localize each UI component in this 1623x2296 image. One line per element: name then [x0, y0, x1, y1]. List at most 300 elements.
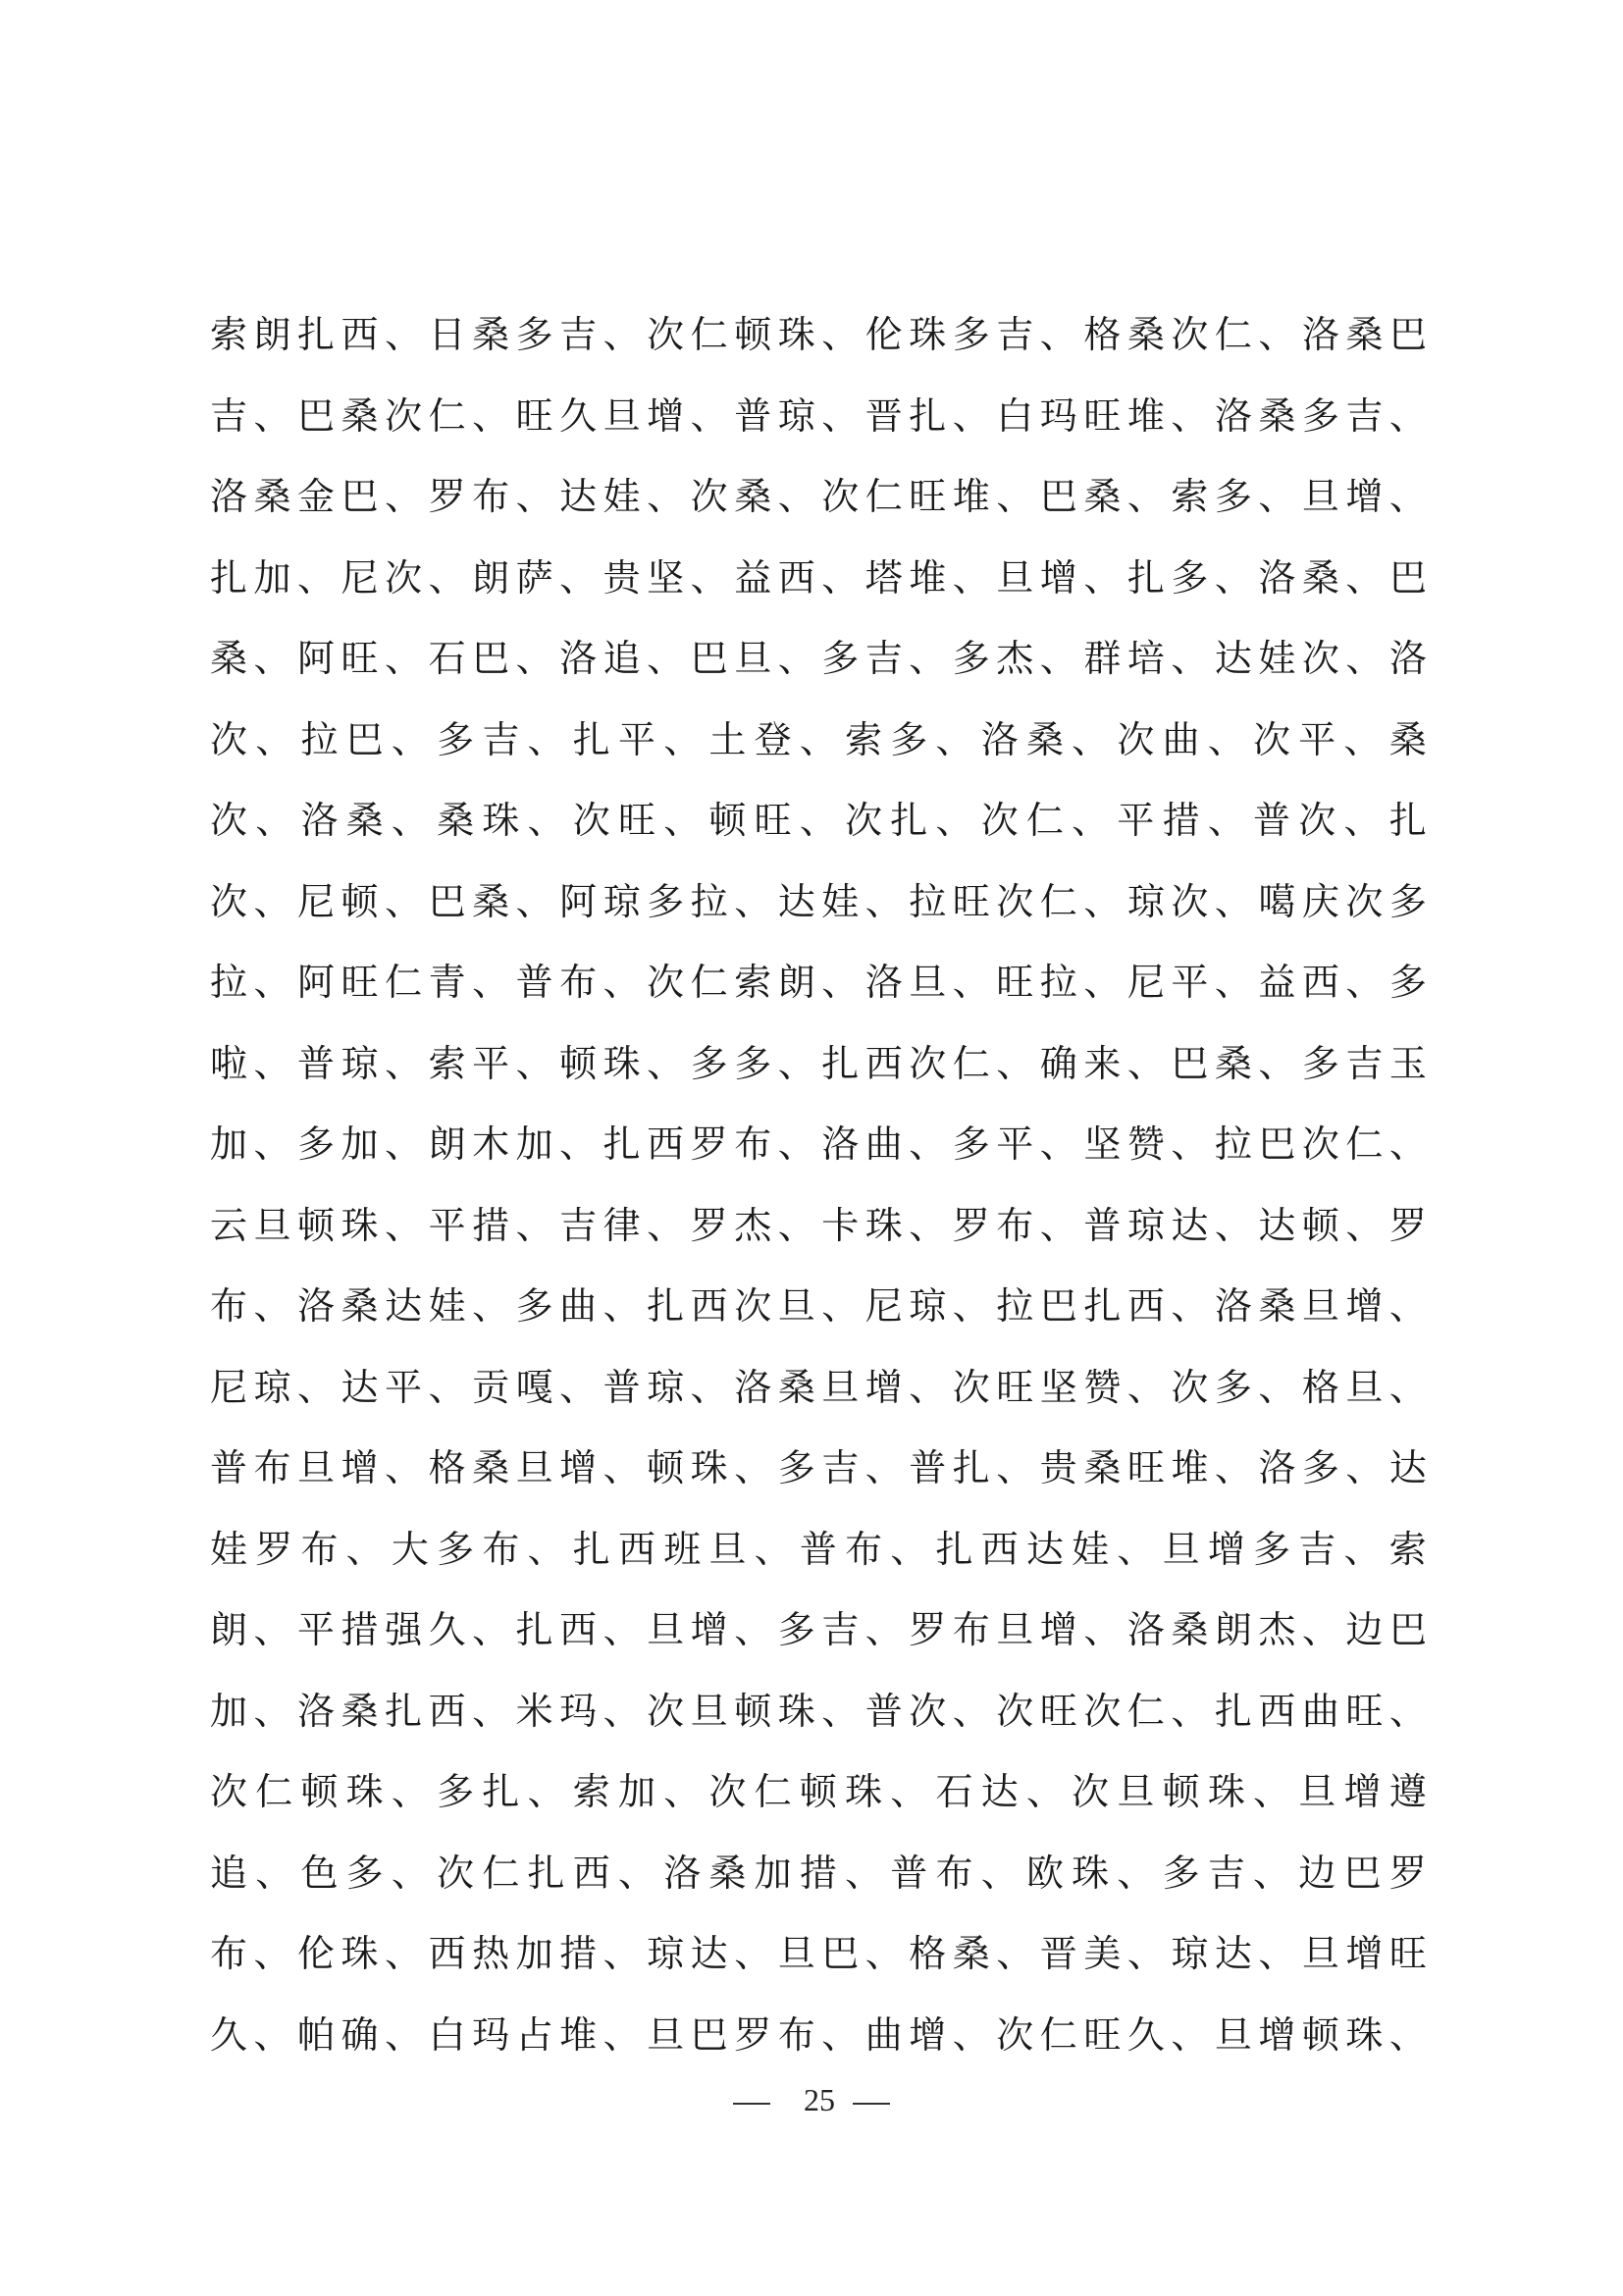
text-char: 日 — [428, 313, 466, 356]
text-char: 西 — [864, 1041, 903, 1085]
text-char: 坚 — [1083, 1122, 1122, 1166]
text-char: 平 — [472, 1041, 510, 1085]
text-char: 布 — [210, 1284, 248, 1328]
text-char: 珠 — [690, 1446, 728, 1489]
text-char: 洛 — [297, 1689, 336, 1733]
text-char: 洛 — [1258, 1446, 1296, 1489]
text-char: 、 — [1171, 1122, 1209, 1166]
text-char: 增 — [1345, 1932, 1384, 1975]
text-char: 次 — [845, 799, 883, 842]
text-char: 扎 — [602, 1122, 641, 1166]
text-char: 措 — [340, 1608, 379, 1651]
text-char: 旦 — [1301, 475, 1339, 518]
text-char: 措 — [559, 1932, 598, 1975]
text-char: 玉 — [1388, 1041, 1427, 1085]
text-char: 平 — [1298, 717, 1336, 761]
text-char: 青 — [428, 961, 466, 1004]
text-char: 桑 — [1171, 1608, 1209, 1651]
text-char: 、 — [472, 1284, 510, 1328]
text-char: 仁 — [1126, 1689, 1165, 1733]
text-char: 索 — [210, 313, 248, 356]
text-char: 扎 — [482, 1770, 520, 1813]
text-char: 、 — [1345, 961, 1384, 1004]
text-line — [210, 1509, 1427, 1591]
text-char: 、 — [385, 475, 423, 518]
text-char: 晋 — [1039, 1932, 1077, 1975]
text-char: 曲 — [1301, 1689, 1339, 1733]
text-char: 、 — [602, 1932, 641, 1975]
text-char: 索 — [572, 1770, 610, 1813]
text-char: 、 — [1039, 637, 1077, 680]
text-char: 、 — [952, 393, 990, 438]
text-char: 旺 — [1126, 1446, 1165, 1489]
text-char: 、 — [1258, 475, 1296, 518]
text-char: 、 — [385, 1122, 423, 1166]
text-char: 旺 — [1039, 1689, 1077, 1733]
text-char: 扎 — [572, 717, 610, 761]
text-char: 、 — [821, 961, 860, 1004]
text-char: 吉 — [1298, 1527, 1336, 1571]
text-char: 、 — [1072, 799, 1110, 842]
text-char: 顿 — [734, 313, 772, 356]
text-line — [210, 1185, 1427, 1267]
text-char: 、 — [909, 1365, 947, 1409]
text-char: 普 — [602, 1365, 641, 1409]
text-char: 、 — [1345, 1203, 1384, 1247]
text-char: 西 — [340, 313, 379, 356]
text-char: 、 — [777, 1203, 815, 1247]
text-char: 旺 — [515, 393, 553, 438]
text-char: 珠 — [845, 1770, 883, 1813]
text-char: 加 — [210, 1122, 248, 1166]
text-char: 罗 — [909, 1608, 947, 1651]
text-char: 次 — [210, 717, 248, 761]
text-char: 次 — [1072, 1770, 1110, 1813]
text-char: 、 — [1253, 1851, 1291, 1895]
text-char: 桑 — [1301, 555, 1339, 600]
text-char: 多 — [821, 637, 860, 680]
text-char: 贵 — [1039, 1446, 1077, 1489]
text-char: 、 — [996, 1932, 1034, 1975]
text-char: 多 — [890, 717, 928, 761]
text-char: 布 — [935, 1851, 973, 1895]
left-dash — [733, 2103, 770, 2105]
text-char: 吉 — [559, 1203, 598, 1247]
text-char: 、 — [647, 475, 685, 518]
text-char: 、 — [1039, 1203, 1077, 1247]
text-char: 琼 — [647, 1932, 685, 1975]
text-char: 珠 — [482, 799, 520, 842]
text-char: 、 — [617, 1851, 655, 1895]
text-char: 多 — [1388, 961, 1427, 1004]
text-char: 、 — [1388, 475, 1427, 518]
text-char: 次 — [1083, 1689, 1122, 1733]
text-char: 、 — [385, 1203, 423, 1247]
text-char: 扎 — [297, 313, 336, 356]
text-char: 、 — [890, 1770, 928, 1813]
text-char: 罗 — [690, 1203, 728, 1247]
text-char: 旦 — [297, 1446, 336, 1489]
text-char: 次 — [996, 879, 1034, 923]
text-char: 桑 — [340, 393, 379, 438]
text-char: 洛 — [300, 799, 339, 842]
text-char: 拉 — [210, 961, 248, 1004]
text-char: 、 — [1343, 717, 1382, 761]
text-char: 、 — [1083, 1608, 1122, 1651]
text-char: 堆 — [559, 2012, 598, 2057]
text-char: 普 — [1253, 799, 1291, 842]
text-char: 布 — [845, 1527, 883, 1571]
text-char: 尼 — [340, 555, 379, 600]
text-char: 确 — [1039, 1041, 1077, 1085]
text-char: 玛 — [472, 2012, 510, 2057]
text-char: 达 — [1388, 1446, 1427, 1489]
text-char: 阿 — [297, 637, 336, 680]
text-char: 、 — [734, 1608, 772, 1651]
text-char: 坚 — [1039, 1365, 1077, 1409]
text-char: 、 — [602, 1608, 641, 1651]
text-char: 罗 — [734, 2012, 772, 2057]
text-char: 多 — [437, 1770, 475, 1813]
text-char: 洛 — [1388, 637, 1427, 680]
text-char: 西 — [690, 1284, 728, 1328]
text-line — [210, 942, 1427, 1023]
text-char: 旦 — [1162, 1527, 1200, 1571]
text-line — [210, 1671, 1427, 1752]
text-char: 扎 — [515, 1608, 553, 1651]
text-char: 西 — [1258, 1689, 1296, 1733]
text-char: 、 — [734, 879, 772, 923]
text-char: 桑 — [1258, 393, 1296, 438]
text-char: 旦 — [777, 1932, 815, 1975]
text-char: 桑 — [472, 1446, 510, 1489]
text-char: 仁 — [1025, 799, 1064, 842]
text-char: 珠 — [345, 1770, 384, 1813]
text-char: 、 — [952, 2012, 990, 2057]
text-char: 仁 — [1039, 2012, 1077, 2057]
text-char: 洛 — [821, 1122, 860, 1166]
text-char: 、 — [255, 1851, 293, 1895]
text-char: 、 — [690, 393, 728, 438]
text-line — [210, 780, 1427, 861]
text-char: 、 — [734, 1446, 772, 1489]
text-char: 、 — [690, 555, 728, 600]
text-char: 珠 — [1207, 1770, 1245, 1813]
text-char: 旦 — [1214, 2012, 1252, 2057]
text-char: 扎 — [909, 393, 947, 438]
text-char: 次 — [1301, 637, 1339, 680]
text-char: 旺 — [996, 1365, 1034, 1409]
text-char: 达 — [385, 1284, 423, 1328]
text-char: 顿 — [1301, 1203, 1339, 1247]
text-char: 啦 — [210, 1041, 248, 1085]
text-char: 阿 — [559, 879, 598, 923]
text-line — [210, 294, 1427, 376]
text-char: 布 — [253, 1446, 291, 1489]
text-char: 旦 — [734, 637, 772, 680]
text-char: 增 — [647, 393, 685, 438]
text-char: 、 — [385, 637, 423, 680]
text-char: 仁 — [754, 1770, 792, 1813]
text-char: 金 — [297, 475, 336, 518]
text-char: 旺 — [996, 961, 1034, 1004]
text-char: 白 — [428, 2012, 466, 2057]
text-char: 桑 — [777, 1365, 815, 1409]
text-char: 旦 — [777, 1284, 815, 1328]
text-char: 石 — [428, 637, 466, 680]
text-char: 、 — [385, 1932, 423, 1975]
text-char: 贵 — [602, 555, 641, 600]
text-line — [210, 1751, 1427, 1833]
text-char: 索 — [845, 717, 883, 761]
text-char: 仁 — [1345, 1122, 1384, 1166]
text-char: 桑 — [1025, 717, 1064, 761]
text-char: 、 — [297, 1365, 336, 1409]
page-footer — [0, 2082, 1623, 2118]
text-char: 巴 — [472, 637, 510, 680]
text-char: 格 — [428, 1446, 466, 1489]
text-char: 增 — [1258, 2012, 1296, 2057]
text-char: 巴 — [1343, 1851, 1382, 1895]
text-char: 次 — [210, 799, 248, 842]
text-char: 、 — [821, 393, 860, 438]
text-char: 巴 — [428, 879, 466, 923]
text-char: 、 — [559, 1365, 598, 1409]
text-char: 尼 — [297, 879, 336, 923]
text-char: 、 — [253, 1689, 291, 1733]
text-char: 、 — [821, 1284, 860, 1328]
text-char: 尼 — [210, 1365, 248, 1409]
text-char: 娃 — [821, 879, 860, 923]
text-char: 珠 — [340, 1932, 379, 1975]
text-char: 洛 — [1214, 393, 1252, 438]
text-char: 罗 — [428, 475, 466, 518]
text-char: 、 — [1171, 393, 1209, 438]
text-char: 达 — [777, 879, 815, 923]
text-char: 久 — [428, 1608, 466, 1651]
text-char: 大 — [391, 1527, 429, 1571]
text-char: 索 — [428, 1041, 466, 1085]
text-char: 娃 — [210, 1527, 248, 1571]
text-char: 西 — [1126, 1284, 1165, 1328]
text-char: 平 — [385, 1365, 423, 1409]
text-char: 阿 — [297, 961, 336, 1004]
text-char: 、 — [1343, 799, 1382, 842]
text-char: 加 — [340, 1122, 379, 1166]
text-char: 罗 — [952, 1203, 990, 1247]
text-char: 培 — [1126, 637, 1165, 680]
text-char: 达 — [1214, 1932, 1252, 1975]
text-char: 杰 — [734, 1203, 772, 1247]
text-char: 萨 — [515, 555, 553, 600]
text-char: 、 — [996, 1446, 1034, 1489]
text-char: 桑 — [1388, 717, 1427, 761]
text-char: 、 — [952, 1689, 990, 1733]
text-char: 、 — [996, 1041, 1034, 1085]
text-char: 增 — [1345, 475, 1384, 518]
text-char: 、 — [253, 2012, 291, 2057]
text-char: 增 — [909, 2012, 947, 2057]
text-char: 增 — [1207, 1527, 1245, 1571]
text-char: 次 — [1171, 313, 1209, 356]
text-char: 增 — [864, 1365, 903, 1409]
text-char: 娃 — [602, 475, 641, 518]
text-char: 桑 — [253, 475, 291, 518]
text-char: 、 — [1171, 1689, 1209, 1733]
text-char: 、 — [428, 1365, 466, 1409]
text-char: 桑 — [1345, 313, 1384, 356]
right-dash — [853, 2103, 890, 2105]
text-char: 、 — [1083, 879, 1122, 923]
text-char: 吉 — [996, 313, 1034, 356]
text-char: 珠 — [777, 313, 815, 356]
text-char: 旦 — [1301, 1284, 1339, 1328]
text-char: 普 — [799, 1527, 837, 1571]
text-char: 多 — [437, 1527, 475, 1571]
text-char: 、 — [663, 717, 702, 761]
text-char: 洛 — [297, 1284, 336, 1328]
text-char: 措 — [1162, 799, 1200, 842]
text-char: 次 — [909, 1041, 947, 1085]
text-char: 、 — [1388, 1122, 1427, 1166]
text-char: 益 — [1258, 961, 1296, 1004]
text-char: 旦 — [996, 555, 1034, 600]
text-char: 、 — [1214, 961, 1252, 1004]
text-char: 旦 — [515, 1446, 553, 1489]
text-char: 仁 — [690, 313, 728, 356]
text-char: 律 — [602, 1203, 641, 1247]
text-char: 、 — [1258, 1365, 1296, 1409]
text-line — [210, 700, 1427, 781]
text-char: 赞 — [1083, 1365, 1122, 1409]
text-char: 边 — [1345, 1608, 1384, 1651]
text-char: 次 — [1345, 879, 1384, 923]
text-char: 朗 — [472, 555, 510, 600]
text-char: 赞 — [1126, 1122, 1165, 1166]
text-char: 旺 — [1345, 1689, 1384, 1733]
text-char: 普 — [864, 1689, 903, 1733]
text-char: 珠 — [864, 1203, 903, 1247]
text-char: 、 — [472, 1689, 510, 1733]
text-char: 、 — [602, 1689, 641, 1733]
text-char: 、 — [255, 799, 293, 842]
text-char: 尼 — [864, 1284, 903, 1328]
text-char: 多 — [1301, 393, 1339, 438]
text-char: 、 — [1117, 1851, 1155, 1895]
text-char: 朗 — [1214, 1608, 1252, 1651]
text-char: 、 — [1171, 1284, 1209, 1328]
text-char: 美 — [1083, 1932, 1122, 1975]
text-char: 普 — [297, 1041, 336, 1085]
text-char: 布 — [777, 2012, 815, 2057]
text-char: 加 — [210, 1689, 248, 1733]
text-char: 、 — [777, 637, 815, 680]
text-char: 珠 — [602, 1041, 641, 1085]
text-char: 平 — [297, 1608, 336, 1651]
text-char: 平 — [428, 1203, 466, 1247]
text-char: 旦 — [690, 1689, 728, 1733]
text-line — [210, 861, 1427, 943]
text-char: 热 — [472, 1932, 510, 1975]
text-char: 、 — [952, 961, 990, 1004]
text-char: 、 — [385, 1446, 423, 1489]
text-char: 桑 — [210, 637, 248, 680]
text-char: 、 — [1258, 313, 1296, 356]
text-char: 旦 — [647, 1608, 685, 1651]
text-char: 扎 — [952, 1446, 990, 1489]
text-char: 布 — [300, 1527, 339, 1571]
text-char: 登 — [754, 717, 792, 761]
text-char: 多 — [777, 1446, 815, 1489]
text-char: 次 — [980, 799, 1019, 842]
text-char: 珠 — [1345, 2012, 1384, 2057]
text-char: 加 — [754, 1851, 792, 1895]
text-char: 、 — [428, 555, 466, 600]
text-char: 旦 — [996, 1608, 1034, 1651]
text-char: 增 — [690, 1608, 728, 1651]
text-char: 益 — [734, 555, 772, 600]
text-line — [210, 1590, 1427, 1671]
text-char: 多 — [515, 313, 553, 356]
text-char: 、 — [799, 717, 837, 761]
text-char: 旦 — [1301, 1932, 1339, 1975]
text-char: 西 — [428, 1689, 466, 1733]
text-char: 珠 — [1072, 1851, 1110, 1895]
text-char: 布 — [559, 961, 598, 1004]
text-char: 、 — [1117, 1527, 1155, 1571]
text-char: 普 — [1083, 1203, 1122, 1247]
text-char: 、 — [1025, 1770, 1064, 1813]
text-char: 吉 — [864, 637, 903, 680]
text-char: 、 — [1171, 637, 1209, 680]
text-char: 、 — [515, 879, 553, 923]
text-char: 次 — [437, 1851, 475, 1895]
text-char: 达 — [1171, 1203, 1209, 1247]
text-char: 、 — [1258, 1932, 1296, 1975]
text-char: 曲 — [1162, 717, 1200, 761]
text-char: 多 — [734, 1041, 772, 1085]
text-char: 、 — [821, 1689, 860, 1733]
text-char: 巴 — [340, 475, 379, 518]
text-char: 、 — [391, 1770, 429, 1813]
text-char: 、 — [1388, 2012, 1427, 2057]
text-char: 仁 — [428, 393, 466, 438]
text-char: 、 — [385, 2012, 423, 2057]
text-char: 普 — [515, 961, 553, 1004]
text-char: 琼 — [647, 1365, 685, 1409]
text-char: 西 — [777, 555, 815, 600]
text-char: 曲 — [864, 2012, 903, 2057]
text-char: 堆 — [909, 555, 947, 600]
text-char: 旺 — [1083, 393, 1122, 438]
text-char: 、 — [1126, 1932, 1165, 1975]
text-char: 色 — [300, 1851, 339, 1895]
text-char: 普 — [909, 1446, 947, 1489]
text-char: 、 — [602, 1284, 641, 1328]
text-char: 巴 — [1388, 555, 1427, 600]
text-char: 、 — [1388, 1284, 1427, 1328]
text-char: 桑 — [340, 1284, 379, 1328]
text-char: 贡 — [472, 1365, 510, 1409]
text-char: 扎 — [935, 1527, 973, 1571]
text-char: 拉 — [1214, 1122, 1252, 1166]
text-char: 次 — [996, 1689, 1034, 1733]
text-char: 巴 — [1388, 313, 1427, 356]
text-char: 、 — [754, 1527, 792, 1571]
text-char: 桑 — [1126, 313, 1165, 356]
text-char: 格 — [909, 1932, 947, 1975]
text-char: 、 — [253, 393, 291, 438]
